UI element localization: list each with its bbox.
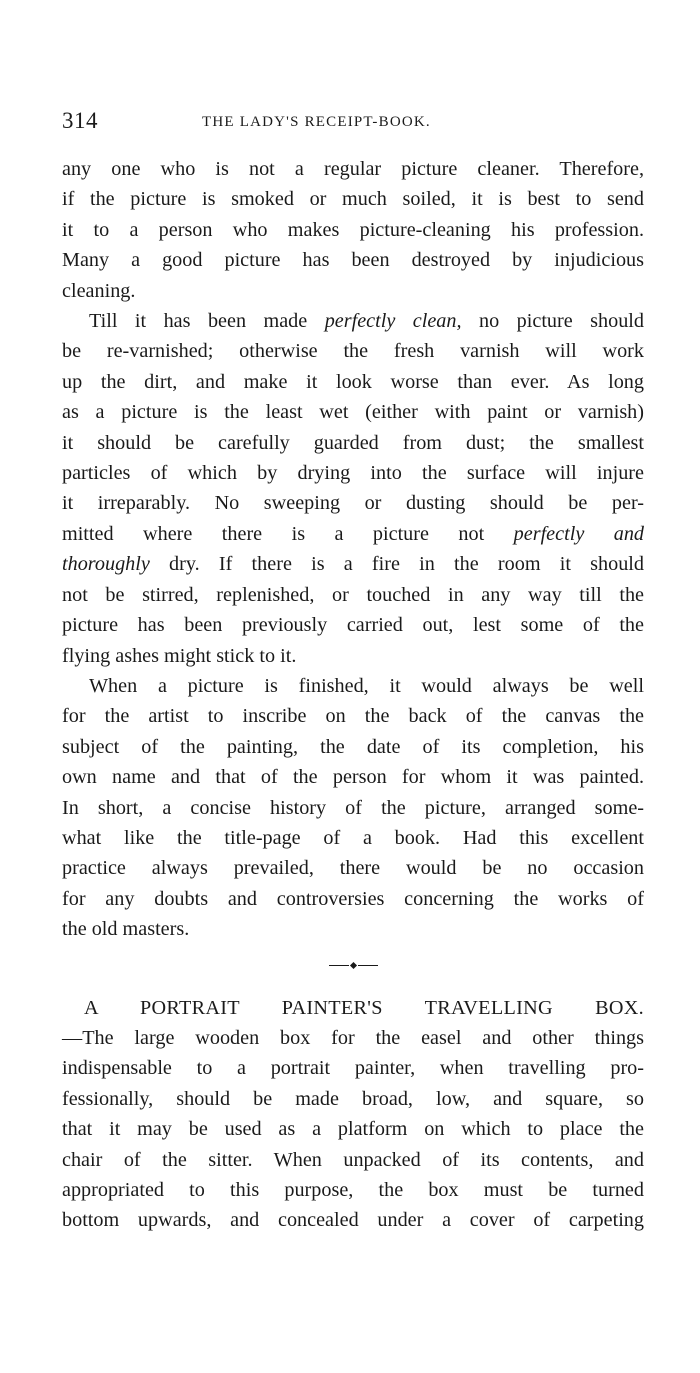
- text-line: practice always prevailed, there would be no occasion: [62, 857, 644, 880]
- text-line: it to a person who makes picture-cleaning his profession.: [62, 218, 644, 241]
- text-run: Till it has been made: [89, 310, 325, 333]
- text-run: dry. If there is a fire in the room it should: [149, 553, 644, 576]
- text-line: fessionally, should be made broad, low, and square, so: [62, 1087, 644, 1110]
- text-line: any one who is not a regular picture cleaner. Therefore,: [62, 158, 644, 180]
- text-line: bottom upwards, and concealed under a cover of carpeting: [62, 1209, 644, 1232]
- text-run: no picture should: [461, 310, 644, 333]
- text-line: the old masters.: [62, 918, 190, 941]
- italic-run: thoroughly: [62, 553, 150, 576]
- text-line: Many a good picture has been destroyed by injudicious: [62, 249, 644, 272]
- text-line: for any doubts and controversies concerning the works of: [62, 887, 644, 910]
- section-travelling-box: [62, 993, 644, 1236]
- text-line: own name and that of the person for whom it was painted.: [62, 766, 644, 789]
- text-run: mitted where there is a picture not: [62, 522, 514, 545]
- text-line: In short, a concise history of the picture, arranged some-: [62, 796, 644, 819]
- section-divider-ornament: [62, 951, 644, 981]
- divider-rule: [358, 965, 378, 966]
- text-line: [62, 549, 644, 579]
- text-line: [62, 519, 644, 549]
- paragraph-varnish: [62, 306, 644, 671]
- running-title: THE LADY'S RECEIPT-BOOK.: [202, 114, 431, 130]
- text-line: cleaning.: [62, 279, 136, 302]
- text-line: what like the title-page of a book. Had this excellent: [62, 826, 644, 849]
- text-line: indispensable to a portrait painter, when travelling pro-: [62, 1057, 644, 1080]
- text-line: for the artist to inscribe on the back of the canvas the: [62, 705, 644, 728]
- text-line: When a picture is finished, it would always be well: [89, 674, 644, 697]
- text-line: if the picture is smoked or much soiled, it is best to send: [62, 188, 644, 211]
- text-line: particles of which by drying into the surface will injure: [62, 462, 644, 485]
- paragraph-continuation: [62, 154, 644, 306]
- text-line: [62, 306, 644, 336]
- diamond-icon: [349, 962, 356, 969]
- section-heading: A PORTRAIT PAINTER'S TRAVELLING BOX.: [84, 996, 644, 1019]
- text-line: that it may be used as a platform on which to place the: [62, 1118, 644, 1141]
- paragraph-inscription: [62, 671, 644, 945]
- text-line: appropriated to this purpose, the box must be turned: [62, 1179, 644, 1201]
- text-line: subject of the painting, the date of its completion, his: [62, 735, 644, 758]
- text-line: it irreparably. No sweeping or dusting should be per-: [62, 492, 644, 515]
- text-line: not be stirred, replenished, or touched in any way till the: [62, 583, 644, 606]
- italic-run: perfectly and: [513, 522, 645, 545]
- page-number: 314: [62, 108, 98, 133]
- divider-rule: [329, 965, 349, 966]
- italic-run: perfectly clean,: [324, 310, 462, 333]
- text-line: as a picture is the least wet (either with paint or varnish): [62, 401, 644, 424]
- text-line: chair of the sitter. When unpacked of its contents, and: [62, 1148, 644, 1171]
- text-line: picture has been previously carried out, lest some of the: [62, 614, 644, 637]
- text-line: be re-varnished; otherwise the fresh varnish will work: [62, 340, 644, 363]
- running-head: [62, 108, 644, 142]
- text-line: —The large wooden box for the easel and other things: [62, 1026, 644, 1049]
- text-line: flying ashes might stick to it.: [62, 644, 297, 667]
- text-line: it should be carefully guarded from dust; the smallest: [62, 431, 644, 454]
- book-page: [62, 108, 644, 1236]
- text-line: up the dirt, and make it look worse than ever. As long: [62, 370, 644, 393]
